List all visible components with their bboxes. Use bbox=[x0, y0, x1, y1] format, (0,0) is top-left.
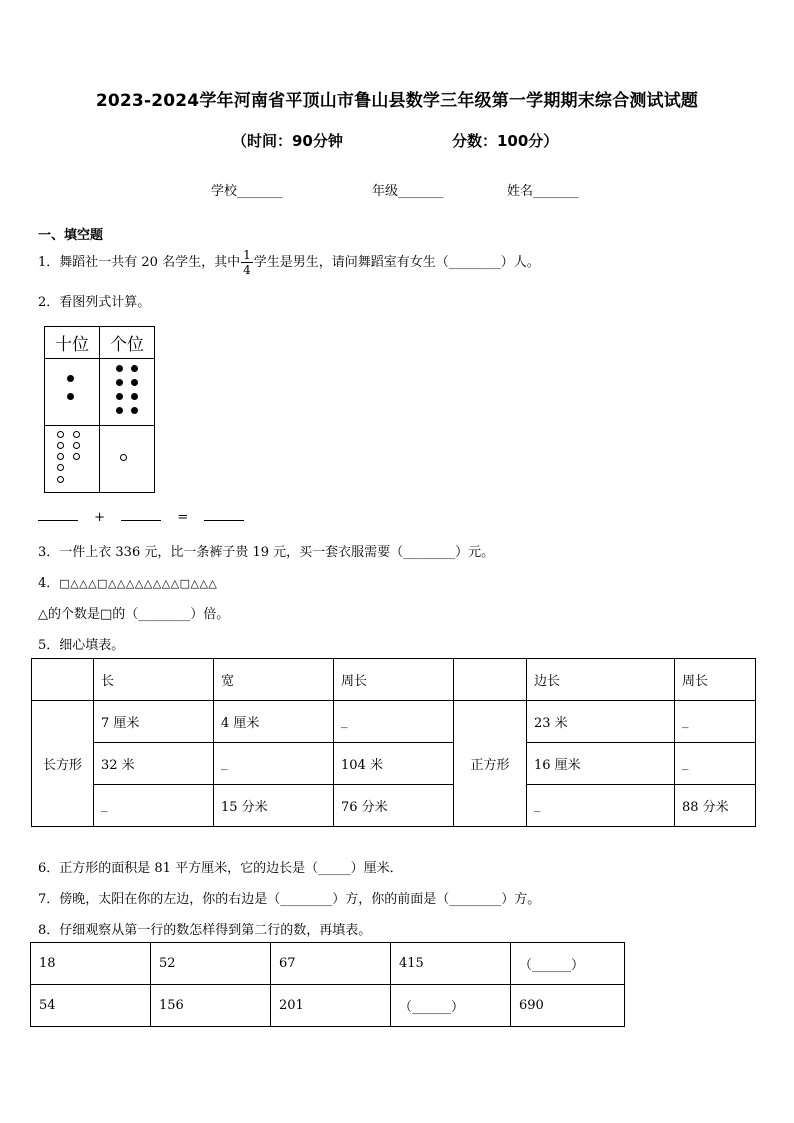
question-2: 2．看图列式计算。 bbox=[38, 295, 151, 310]
question-8: 8．仔细观察从第一行的数怎样得到第二行的数，再填表。 bbox=[38, 923, 372, 938]
grade-field: 年级_______ bbox=[372, 184, 444, 199]
ring-dot bbox=[57, 453, 64, 460]
name-field: 姓名_______ bbox=[507, 184, 579, 199]
ring-dot bbox=[73, 431, 80, 438]
filled-dot bbox=[131, 365, 138, 372]
table-cell: 23 米 bbox=[527, 701, 675, 743]
column-header: 边长 bbox=[527, 659, 675, 701]
ring-dot bbox=[57, 476, 64, 483]
filled-dot bbox=[116, 365, 123, 372]
filled-dot bbox=[67, 375, 74, 382]
exam-score: 分数：100分） bbox=[452, 132, 559, 150]
tens-filled-cell bbox=[45, 359, 100, 425]
q1-text-post: 学生是男生，请问舞蹈室有女生（________）人。 bbox=[253, 255, 540, 270]
q1-text-pre: 1．舞蹈社一共有 20 名学生，其中 bbox=[38, 255, 241, 270]
filled-dot bbox=[131, 393, 138, 400]
column-header: 宽 bbox=[214, 659, 334, 701]
shape-sequence: □△△△□△△△△△△△△□△△△ bbox=[59, 577, 218, 590]
question-7: 7．傍晚，太阳在你的左边，你的右边是（________）方，你的前面是（________）方。 bbox=[38, 892, 541, 907]
ring-dot bbox=[57, 442, 64, 449]
section-heading: 一、填空题 bbox=[38, 228, 104, 243]
filled-dot bbox=[116, 393, 123, 400]
table-cell: 76 分米 bbox=[334, 785, 454, 827]
column-header: 周长 bbox=[675, 659, 756, 701]
equals-sign: = bbox=[177, 510, 189, 525]
table-cell: 54 bbox=[31, 985, 151, 1027]
ring-dot bbox=[120, 454, 127, 461]
tens-header: 十位 bbox=[45, 327, 100, 359]
answer-blank[interactable] bbox=[204, 520, 244, 521]
question-4: △的个数是□的（________）倍。 bbox=[38, 607, 230, 622]
table-cell: _ bbox=[334, 701, 454, 743]
filled-dot bbox=[116, 407, 123, 414]
ones-ring-cell bbox=[100, 425, 155, 492]
question-1 bbox=[38, 248, 540, 277]
filled-dot bbox=[131, 407, 138, 414]
table-cell: _ bbox=[527, 785, 675, 827]
ring-dot bbox=[57, 431, 64, 438]
exam-time: （时间：90分钟 bbox=[232, 132, 343, 150]
ones-header: 个位 bbox=[100, 327, 155, 359]
table-cell: 690 bbox=[511, 985, 625, 1027]
question-3: 3．一件上衣 336 元，比一条裤子贵 19 元，买一套衣服需要（________）元。 bbox=[38, 545, 495, 560]
ones-filled-cell bbox=[100, 359, 155, 425]
fraction bbox=[241, 248, 253, 277]
question-5: 5．细心填表。 bbox=[38, 638, 125, 653]
table-cell: 32 米 bbox=[94, 743, 214, 785]
ring-dot bbox=[57, 464, 64, 471]
table-divider-cell bbox=[454, 659, 527, 701]
column-header: 周长 bbox=[334, 659, 454, 701]
table-cell: （______） bbox=[511, 943, 625, 985]
table-cell: 18 bbox=[31, 943, 151, 985]
table-cell: 15 分米 bbox=[214, 785, 334, 827]
column-header: 长 bbox=[94, 659, 214, 701]
filled-dot bbox=[116, 379, 123, 386]
ring-dot bbox=[73, 442, 80, 449]
table-cell: 7 厘米 bbox=[94, 701, 214, 743]
table-cell: _ bbox=[675, 743, 756, 785]
ring-dot bbox=[73, 453, 80, 460]
table-cell: 67 bbox=[271, 943, 391, 985]
table-cell: _ bbox=[214, 743, 334, 785]
filled-dot bbox=[131, 379, 138, 386]
table-corner bbox=[32, 659, 94, 701]
shape-table bbox=[31, 658, 756, 827]
page-title: 2023-2024学年河南省平顶山市鲁山县数学三年级第一学期期末综合测试试题 bbox=[95, 91, 699, 111]
equation-line bbox=[38, 510, 244, 525]
square-label: 正方形 bbox=[454, 701, 527, 827]
fraction-numerator: 1 bbox=[243, 248, 251, 262]
school-field: 学校_______ bbox=[211, 184, 283, 199]
table-cell: _ bbox=[94, 785, 214, 827]
table-cell: 4 厘米 bbox=[214, 701, 334, 743]
fraction-denominator: 4 bbox=[243, 263, 251, 277]
answer-blank[interactable] bbox=[121, 520, 161, 521]
table-cell: （______） bbox=[391, 985, 511, 1027]
table-cell: 88 分米 bbox=[675, 785, 756, 827]
table-cell: _ bbox=[675, 701, 756, 743]
table-cell: 415 bbox=[391, 943, 511, 985]
number-table bbox=[30, 942, 625, 1027]
table-cell: 52 bbox=[151, 943, 271, 985]
table-cell: 16 厘米 bbox=[527, 743, 675, 785]
table-cell: 156 bbox=[151, 985, 271, 1027]
rectangle-label: 长方形 bbox=[32, 701, 94, 827]
plus-sign: + bbox=[94, 510, 106, 525]
table-cell: 104 米 bbox=[334, 743, 454, 785]
tens-ring-cell bbox=[45, 425, 100, 492]
filled-dot bbox=[67, 393, 74, 400]
place-value-chart bbox=[44, 326, 155, 493]
table-cell: 201 bbox=[271, 985, 391, 1027]
question-6: 6．正方形的面积是 81 平方厘米，它的边长是（_____）厘米． bbox=[38, 861, 403, 876]
q4-symbol-row: 4．□△△△□△△△△△△△△□△△△ bbox=[38, 576, 218, 591]
answer-blank[interactable] bbox=[38, 520, 78, 521]
